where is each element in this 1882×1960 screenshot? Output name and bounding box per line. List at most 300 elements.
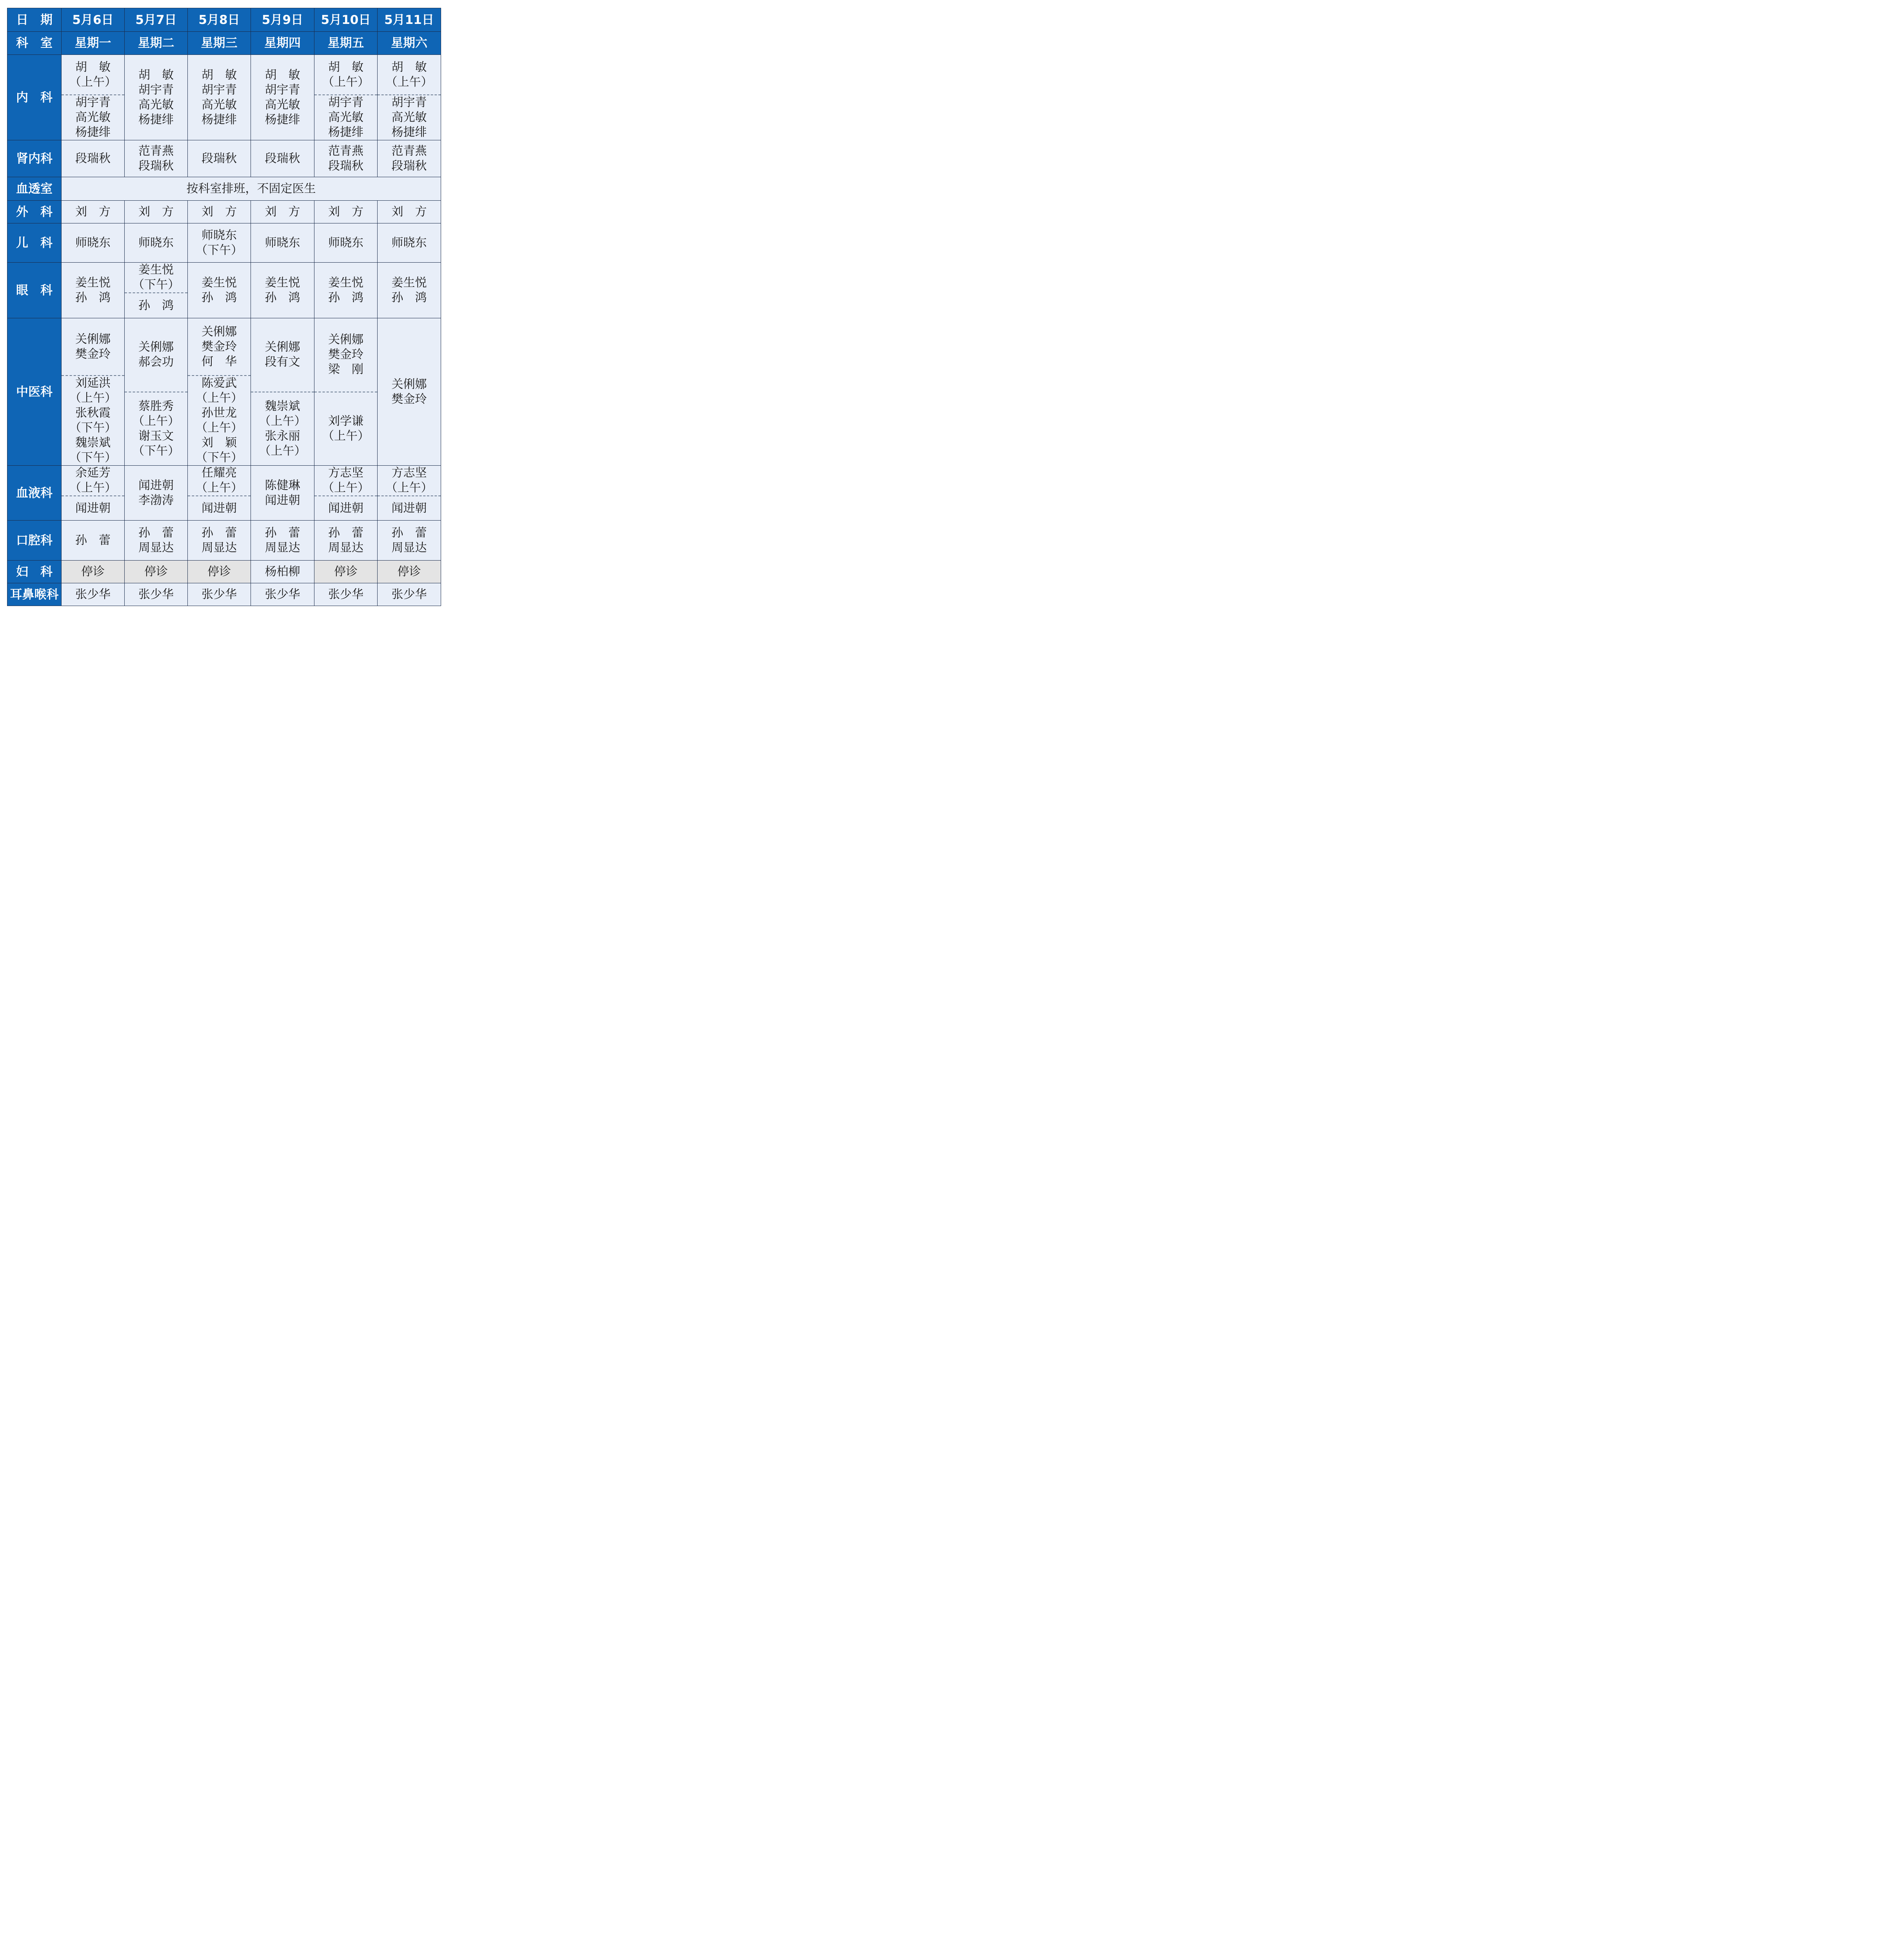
department-name: 口腔科: [7, 521, 62, 561]
shift-group: [125, 583, 187, 606]
doctor-line: 孙 蕾: [391, 526, 427, 540]
doctor-line: 周显达: [265, 541, 300, 555]
doctor-line: 陈爱武: [202, 376, 237, 390]
shift-group: [125, 318, 187, 392]
doctor-line: 闻进朝: [328, 501, 363, 515]
doctor-line: 陈健琳: [265, 478, 300, 492]
shift-group: [378, 521, 441, 560]
schedule-cell: [125, 561, 188, 583]
shift-group-secondary: [314, 495, 377, 520]
doctor-line: 闻进朝: [265, 493, 300, 507]
shift-group-secondary: [62, 495, 124, 520]
doctor-line: 余延芳: [75, 466, 111, 480]
shift-group: [378, 55, 441, 94]
shift-group: [314, 55, 377, 94]
schedule-cell: [251, 318, 314, 466]
doctor-line: 周显达: [328, 541, 363, 555]
doctor-line: 张少华: [391, 587, 427, 601]
date-header: 5月9日: [251, 8, 314, 32]
schedule-cell: [378, 201, 441, 223]
shift-group: [314, 561, 377, 583]
schedule-cell: [188, 561, 251, 583]
doctor-line: 范青燕: [328, 144, 363, 158]
shift-group: [188, 140, 251, 177]
doctor-line: 郝会功: [138, 355, 174, 369]
doctor-line: 杨捷绯: [138, 113, 174, 127]
shift-group: [125, 223, 187, 262]
schedule-cell: [378, 223, 441, 263]
schedule-cell: [314, 140, 378, 177]
shift-group: [188, 583, 251, 606]
doctor-line: 刘 方: [138, 205, 174, 219]
doctor-line: 师晓东: [328, 236, 363, 250]
schedule-cell: [188, 466, 251, 521]
doctor-line: 高光敏: [202, 98, 237, 112]
schedule-cell: [378, 521, 441, 561]
shift-group: [314, 201, 377, 223]
department-name: 中医科: [7, 318, 62, 466]
shift-group-secondary: [314, 94, 377, 140]
doctor-line: 师晓东: [391, 236, 427, 250]
schedule-cell: [251, 466, 314, 521]
doctor-line: 师晓东: [202, 228, 237, 242]
doctor-line: 刘 颖: [202, 436, 237, 450]
doctor-line: 范青燕: [138, 144, 174, 158]
date-row: [7, 8, 441, 32]
doctor-line: 关俐娜: [265, 340, 300, 354]
schedule-cell: [188, 318, 251, 466]
shift-group: [188, 318, 251, 375]
doctor-line: 胡宇青: [391, 96, 427, 109]
doctor-line: 姜生悦: [265, 276, 300, 290]
schedule-cell: [62, 223, 125, 263]
department-name: 儿 科: [7, 223, 62, 263]
schedule-cell: [314, 583, 378, 606]
doctor-line: （上午）: [385, 75, 433, 89]
shift-group: [188, 223, 251, 262]
date-header: 5月6日: [62, 8, 125, 32]
doctor-line: 杨捷绯: [328, 125, 363, 139]
doctor-line: 胡宇青: [328, 96, 363, 109]
schedule-cell: [314, 318, 378, 466]
doctor-line: 停诊: [144, 564, 168, 579]
doctor-line: 闻进朝: [391, 501, 427, 515]
doctor-line: 孙 蕾: [202, 526, 237, 540]
date-header: 5月7日: [125, 8, 188, 32]
shift-group: [125, 521, 187, 560]
doctor-line: 姜生悦: [138, 263, 174, 277]
schedule-cell: [125, 583, 188, 606]
shift-group-secondary: [378, 495, 441, 520]
doctor-line: 胡宇青: [202, 83, 237, 97]
doctor-line: 高光敏: [265, 98, 300, 112]
schedule-cell: [125, 466, 188, 521]
doctor-line: 张少华: [328, 587, 363, 601]
shift-group-secondary: [62, 94, 124, 140]
doctor-line: 胡宇青: [75, 96, 111, 109]
doctor-line: 胡 敏: [75, 60, 111, 74]
date-header: 5月10日: [314, 8, 378, 32]
doctor-line: 樊金玲: [75, 347, 111, 361]
doctor-line: （下午）: [69, 451, 116, 465]
schedule-cell: [314, 201, 378, 223]
doctor-line: 师晓东: [138, 236, 174, 250]
shift-group: [62, 583, 124, 606]
schedule-cell: [125, 140, 188, 177]
shift-group-secondary: [125, 392, 187, 466]
schedule-cell: [251, 201, 314, 223]
schedule-cell: [62, 521, 125, 561]
department-row: [7, 223, 441, 263]
doctor-line: 孙 鸿: [265, 290, 300, 305]
shift-group: [188, 521, 251, 560]
doctor-line: （上午）: [133, 414, 180, 428]
shift-group: [62, 561, 124, 583]
schedule-cell: [251, 223, 314, 263]
shift-group: [378, 223, 441, 262]
doctor-line: 段有文: [265, 355, 300, 369]
schedule-cell: [251, 521, 314, 561]
doctor-line: 孙 鸿: [75, 290, 111, 305]
shift-group-secondary: [62, 375, 124, 465]
schedule-cell: [378, 140, 441, 177]
department-row: [7, 561, 441, 583]
doctor-line: 孙 蕾: [138, 526, 174, 540]
shift-group-secondary: [125, 292, 187, 318]
schedule-cell: [125, 318, 188, 466]
doctor-line: 段瑞秋: [265, 151, 300, 165]
doctor-line: （上午）: [322, 481, 369, 495]
shift-group: [125, 561, 187, 583]
department-name: 眼 科: [7, 263, 62, 318]
doctor-line: 闻进朝: [75, 501, 111, 515]
shift-group-secondary: [251, 392, 314, 466]
schedule-cell: [188, 521, 251, 561]
doctor-line: 孙 鸿: [328, 290, 363, 305]
doctor-line: 段瑞秋: [391, 159, 427, 173]
doctor-line: 师晓东: [265, 236, 300, 250]
doctor-line: 樊金玲: [391, 392, 427, 406]
doctor-line: 关俐娜: [328, 333, 363, 347]
doctor-line: 段瑞秋: [328, 159, 363, 173]
shift-group: [125, 466, 187, 520]
schedule-cell: [314, 466, 378, 521]
shift-group-secondary: [188, 495, 251, 520]
shift-group: [314, 223, 377, 262]
doctor-line: 张少华: [138, 587, 174, 601]
department-row: [7, 466, 441, 521]
doctor-line: 胡 敏: [138, 68, 174, 82]
department-name: 外 科: [7, 201, 62, 223]
doctor-line: 刘学谦: [328, 414, 363, 428]
doctor-line: 段瑞秋: [75, 151, 111, 165]
shift-group: [251, 318, 314, 392]
department-row: [7, 521, 441, 561]
shift-group: [378, 263, 441, 318]
schedule-cell: [378, 466, 441, 521]
doctor-line: 蔡胜秀: [138, 399, 174, 413]
doctor-line: 刘 方: [391, 205, 427, 219]
shift-group: [188, 55, 251, 140]
shift-group: [251, 140, 314, 177]
department-row: [7, 263, 441, 318]
shift-group: [378, 561, 441, 583]
doctor-line: 李渤涛: [138, 493, 174, 507]
doctor-line: 杨捷绯: [391, 125, 427, 139]
department-row: [7, 177, 441, 201]
doctor-line: 停诊: [397, 564, 421, 579]
department-row: [7, 318, 441, 466]
schedule-cell: [125, 263, 188, 318]
doctor-line: 杨捷绯: [75, 125, 111, 139]
doctor-line: 刘 方: [202, 205, 237, 219]
department-name: 血透室: [7, 177, 62, 201]
schedule-cell: [188, 140, 251, 177]
shift-group: [251, 521, 314, 560]
doctor-line: 孙 鸿: [138, 298, 174, 312]
doctor-line: 杨柏柳: [265, 564, 300, 579]
shift-group: [188, 466, 251, 495]
doctor-line: （下午）: [133, 278, 180, 292]
doctor-line: 高光敏: [391, 111, 427, 124]
shift-group: [378, 318, 441, 465]
schedule-cell: [314, 521, 378, 561]
shift-group: [188, 263, 251, 318]
shift-group: [62, 223, 124, 262]
schedule-cell: [125, 201, 188, 223]
date-header: 5月8日: [188, 8, 251, 32]
shift-group: [378, 201, 441, 223]
schedule-cell: [251, 583, 314, 606]
schedule-cell: [125, 521, 188, 561]
doctor-line: 谢玉文: [138, 429, 174, 443]
doctor-line: 关俐娜: [391, 377, 427, 391]
doctor-line: （下午）: [196, 243, 243, 257]
doctor-line: 闻进朝: [202, 501, 237, 515]
doctor-line: 张秋霞: [75, 406, 111, 420]
doctor-line: （上午）: [69, 481, 116, 495]
doctor-line: 张少华: [265, 587, 300, 601]
doctor-line: 胡宇青: [265, 83, 300, 97]
dept-label: 科 室: [7, 32, 62, 55]
doctor-line: 孙 蕾: [265, 526, 300, 540]
schedule-cell: [378, 55, 441, 140]
doctor-line: 师晓东: [75, 236, 111, 250]
shift-group: [62, 140, 124, 177]
doctor-line: 停诊: [81, 564, 105, 579]
doctor-line: 张少华: [75, 587, 111, 601]
date-label: 日 期: [7, 8, 62, 32]
shift-group: [62, 263, 124, 318]
department-name: 内 科: [7, 55, 62, 140]
doctor-line: 刘延洪: [75, 376, 111, 390]
date-header: 5月11日: [378, 8, 441, 32]
shift-group: [251, 561, 314, 583]
shift-group: [378, 466, 441, 495]
shift-group: [125, 263, 187, 292]
doctor-line: 方志坚: [391, 466, 427, 480]
doctor-line: 胡 敏: [328, 60, 363, 74]
schedule-cell: [251, 561, 314, 583]
doctor-line: 周显达: [202, 541, 237, 555]
schedule-cell: [62, 583, 125, 606]
doctor-line: 刘 方: [75, 205, 111, 219]
shift-group: [62, 521, 124, 560]
shift-group-secondary: [378, 94, 441, 140]
schedule-cell: [125, 223, 188, 263]
doctor-line: 胡 敏: [265, 68, 300, 82]
schedule-cell: [62, 561, 125, 583]
doctor-line: 姜生悦: [328, 276, 363, 290]
schedule-cell: [188, 55, 251, 140]
shift-group: [314, 521, 377, 560]
schedule-cell: [188, 201, 251, 223]
doctor-line: （上午）: [322, 429, 369, 443]
doctor-line: 关俐娜: [75, 332, 111, 346]
shift-group: [251, 223, 314, 262]
doctor-line: 樊金玲: [328, 348, 363, 362]
shift-group: [125, 140, 187, 177]
shift-group: [62, 201, 124, 223]
schedule-cell: [125, 55, 188, 140]
schedule-cell: [251, 140, 314, 177]
doctor-line: 周显达: [138, 541, 174, 555]
doctor-line: 停诊: [334, 564, 358, 579]
shift-group: [251, 201, 314, 223]
department-row: [7, 55, 441, 140]
shift-group: [125, 55, 187, 140]
shift-group: [251, 583, 314, 606]
department-note: 按科室排班，不固定医生: [62, 177, 441, 201]
doctor-line: 何 华: [202, 354, 237, 368]
department-name: 血液科: [7, 466, 62, 521]
schedule-table: [7, 8, 441, 606]
shift-group: [62, 318, 124, 375]
schedule-cell: [378, 583, 441, 606]
schedule-cell: [62, 263, 125, 318]
schedule-cell: [314, 55, 378, 140]
doctor-line: 张少华: [202, 587, 237, 601]
weekday-header: 星期一: [62, 32, 125, 55]
schedule-cell: [378, 561, 441, 583]
doctor-line: 胡宇青: [138, 83, 174, 97]
schedule-cell: [314, 263, 378, 318]
doctor-line: 闻进朝: [138, 478, 174, 492]
shift-group: [378, 583, 441, 606]
schedule-cell: [188, 583, 251, 606]
doctor-line: （上午）: [259, 414, 306, 428]
weekday-header: 星期五: [314, 32, 378, 55]
doctor-line: （上午）: [196, 421, 243, 435]
doctor-line: 魏崇斌: [265, 399, 300, 413]
doctor-line: 胡 敏: [391, 60, 427, 74]
shift-group: [314, 140, 377, 177]
doctor-line: 高光敏: [328, 111, 363, 124]
weekday-header: 星期四: [251, 32, 314, 55]
doctor-line: 周显达: [391, 541, 427, 555]
schedule-cell: [251, 263, 314, 318]
doctor-line: 杨捷绯: [202, 113, 237, 127]
schedule-cell: [62, 466, 125, 521]
doctor-line: 孙 蕾: [75, 533, 111, 547]
shift-group: [62, 55, 124, 94]
schedule-cell: [62, 55, 125, 140]
doctor-line: 刘 方: [265, 205, 300, 219]
doctor-line: 孙 鸿: [391, 290, 427, 305]
shift-group: [251, 466, 314, 520]
doctor-line: 孙 鸿: [202, 290, 237, 305]
department-row: [7, 583, 441, 606]
doctor-line: 范青燕: [391, 144, 427, 158]
shift-group: [314, 583, 377, 606]
doctor-line: 杨捷绯: [265, 113, 300, 127]
doctor-line: （下午）: [196, 451, 243, 465]
department-name: 耳鼻喉科: [7, 583, 62, 606]
doctor-line: 方志坚: [328, 466, 363, 480]
shift-group: [188, 201, 251, 223]
doctor-line: 段瑞秋: [202, 151, 237, 165]
doctor-line: 高光敏: [75, 111, 111, 124]
weekday-row: [7, 32, 441, 55]
doctor-line: 刘 方: [328, 205, 363, 219]
doctor-line: （上午）: [69, 391, 116, 405]
shift-group-secondary: [314, 392, 377, 466]
weekday-header: 星期六: [378, 32, 441, 55]
shift-group: [314, 466, 377, 495]
shift-group: [188, 561, 251, 583]
doctor-line: 魏崇斌: [75, 436, 111, 450]
shift-group: [62, 466, 124, 495]
department-name: 肾内科: [7, 140, 62, 177]
schedule-cell: [378, 263, 441, 318]
doctor-line: （下午）: [69, 421, 116, 435]
doctor-line: 停诊: [207, 564, 231, 579]
doctor-line: （上午）: [385, 481, 433, 495]
shift-group: [125, 201, 187, 223]
shift-group: [251, 55, 314, 140]
schedule-cell: [62, 140, 125, 177]
doctor-line: 孙 蕾: [328, 526, 363, 540]
doctor-line: 梁 刚: [328, 363, 363, 377]
doctor-line: 关俐娜: [138, 340, 174, 354]
department-name: 妇 科: [7, 561, 62, 583]
schedule-cell: [188, 223, 251, 263]
schedule-cell: [314, 561, 378, 583]
doctor-line: （上午）: [196, 391, 243, 405]
shift-group: [314, 318, 377, 392]
department-row: [7, 140, 441, 177]
doctor-line: 段瑞秋: [138, 159, 174, 173]
department-row: [7, 201, 441, 223]
doctor-line: 姜生悦: [202, 276, 237, 290]
doctor-line: （上午）: [196, 481, 243, 495]
weekday-header: 星期三: [188, 32, 251, 55]
doctor-line: 胡 敏: [202, 68, 237, 82]
schedule-cell: [188, 263, 251, 318]
shift-group: [251, 263, 314, 318]
doctor-line: 高光敏: [138, 98, 174, 112]
doctor-line: 张永丽: [265, 429, 300, 443]
schedule-cell: [62, 318, 125, 466]
doctor-line: （上午）: [322, 75, 369, 89]
doctor-line: 任耀亮: [202, 466, 237, 480]
schedule-cell: [378, 318, 441, 466]
doctor-line: 关俐娜: [202, 325, 237, 339]
shift-group: [314, 263, 377, 318]
schedule-cell: [62, 201, 125, 223]
doctor-line: 孙世龙: [202, 406, 237, 420]
doctor-line: （上午）: [69, 75, 116, 89]
